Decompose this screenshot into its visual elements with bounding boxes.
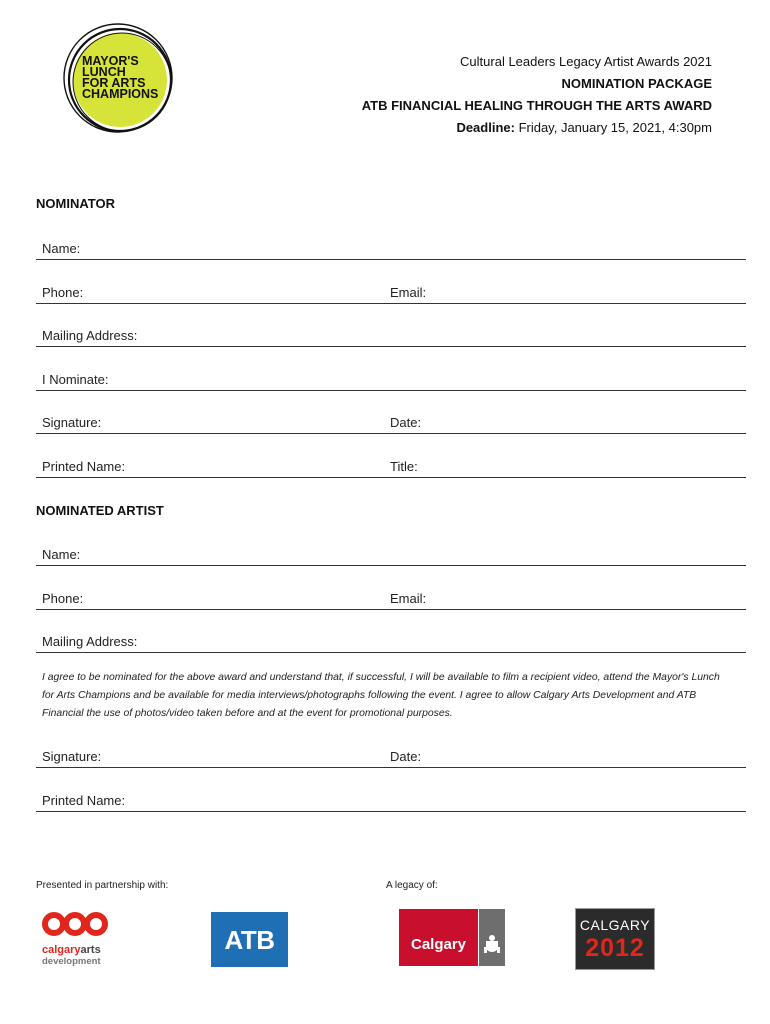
nominator-phone-email-row: [36, 281, 746, 304]
cad-word-arts: arts: [80, 944, 101, 956]
artist-address-label: Mailing Address:: [42, 634, 138, 649]
nominator-email-label: Email:: [390, 285, 427, 300]
nominator-address-field[interactable]: [36, 324, 746, 347]
calgary-logo-text: Calgary: [410, 936, 467, 953]
calgary-2012-top: CALGARY: [579, 917, 651, 933]
nominee-label: I Nominate:: [42, 372, 109, 387]
logo-line-4: CHAMPIONS: [82, 87, 159, 101]
nominator-phone-label: Phone:: [42, 285, 84, 300]
award-title: Cultural Leaders Legacy Artist Awards 2021: [460, 54, 712, 69]
artist-email-label: Email:: [390, 591, 427, 606]
logo-line-3: FOR ARTS: [82, 76, 146, 90]
calgary-crest-block: [479, 909, 505, 966]
deadline-value: Friday, January 15, 2021, 4:30pm: [514, 120, 712, 135]
artist-signature-date-row: [36, 745, 746, 768]
deadline: [456, 117, 712, 139]
nominator-signature-date-row: [36, 411, 746, 434]
city-of-calgary-logo: [399, 909, 505, 966]
award-name: ATB FINANCIAL HEALING THROUGH THE ARTS AWARD: [361, 98, 712, 113]
legacy-label: A legacy of:: [386, 880, 438, 891]
atb-logo: [211, 912, 288, 967]
deadline-label: Deadline:: [456, 120, 515, 135]
artist-date-label: Date:: [390, 749, 422, 764]
crest-icon: [479, 909, 505, 966]
artist-signature-label: Signature:: [42, 749, 102, 764]
cad-circles-icon: [42, 910, 108, 938]
nominator-title-label: Title:: [390, 459, 418, 474]
logo-line-2: LUNCH: [82, 65, 126, 79]
package-title: NOMINATION PACKAGE: [561, 76, 712, 91]
artist-address-field[interactable]: [36, 630, 746, 653]
nominator-printed-name-title-row: [36, 455, 746, 478]
cad-word-calgary: calgary: [42, 944, 81, 956]
artist-phone-email-row: [36, 587, 746, 610]
nominator-printed-name-label: Printed Name:: [42, 459, 126, 474]
artist-printed-name-field[interactable]: [36, 789, 746, 812]
mayors-lunch-logo: [60, 22, 180, 137]
nominator-name-field[interactable]: [36, 237, 746, 260]
nominator-address-label: Mailing Address:: [42, 328, 138, 343]
cad-word-development: development: [42, 956, 101, 967]
nominator-heading: NOMINATOR: [36, 196, 115, 211]
agreement-text: I agree to be nominated for the above award and understand that, if successful, I will be available to film a recipient video, attend the Mayor's Lunch for Arts Champions and be available for media interviews/photographs following the event. I agree to allow Calgary Arts Development and ATB Financial the use of photos/video taken before and at the event for promotional purposes.: [42, 672, 720, 719]
calgary-red-block: [399, 909, 478, 966]
artist-printed-name-label: Printed Name:: [42, 793, 126, 808]
nominator-date-label: Date:: [390, 415, 422, 430]
logo-line-1: MAYOR'S: [82, 54, 139, 68]
calgary-arts-development-logo: [42, 910, 122, 970]
calgary-2012-year: 2012: [585, 934, 645, 962]
atb-logo-text: ATB: [224, 925, 275, 955]
artist-name-label: Name:: [42, 547, 81, 562]
nominator-signature-label: Signature:: [42, 415, 102, 430]
nominated-artist-heading: NOMINATED ARTIST: [36, 503, 164, 518]
partnership-label: Presented in partnership with:: [36, 880, 169, 891]
artist-phone-label: Phone:: [42, 591, 84, 606]
nominee-field[interactable]: [36, 368, 746, 391]
calgary-2012-logo: [576, 909, 654, 969]
artist-name-field[interactable]: [36, 543, 746, 566]
nominator-name-label: Name:: [42, 241, 81, 256]
